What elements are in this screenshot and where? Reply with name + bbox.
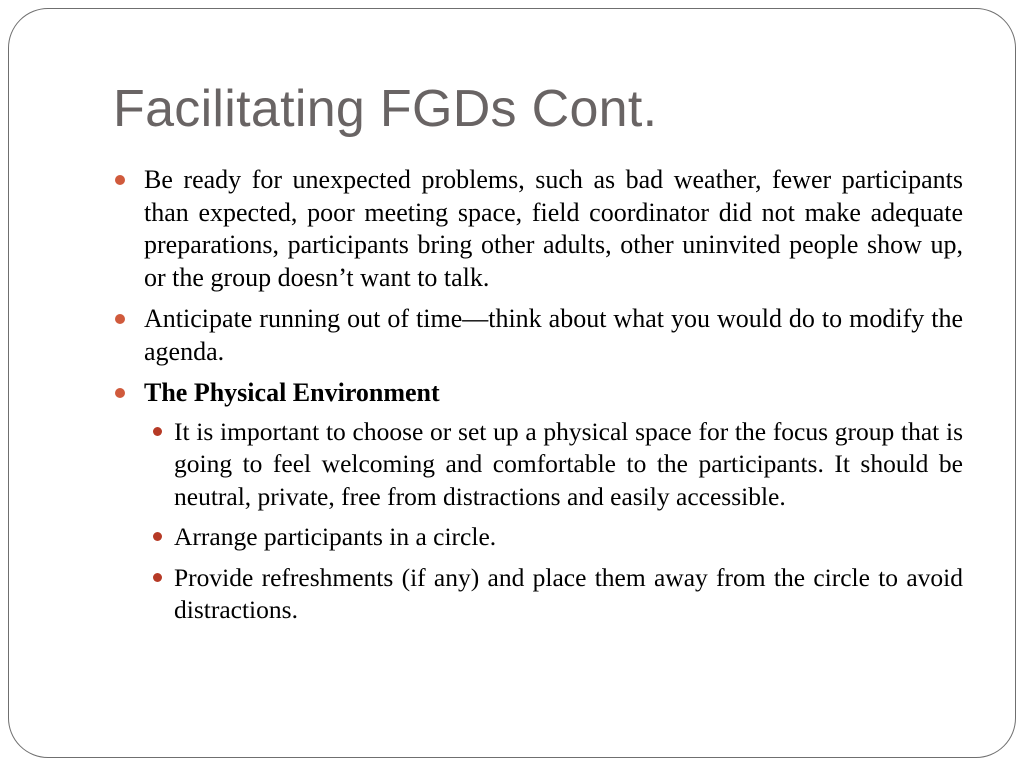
bullet-heading-text: The Physical Environment bbox=[144, 378, 440, 407]
sub-bullet-text: Arrange participants in a circle. bbox=[174, 522, 497, 551]
sub-bullet-item bbox=[144, 416, 963, 514]
bullet-item bbox=[113, 164, 963, 294]
sub-bullet-dot-icon bbox=[153, 427, 162, 436]
sub-bullet-dot-icon bbox=[153, 573, 162, 582]
bullet-list bbox=[113, 164, 963, 636]
slide-title: Facilitating FGDs Cont. bbox=[113, 80, 658, 138]
sub-bullet-dot-icon bbox=[153, 532, 162, 541]
bullet-text: Anticipate running out of time—think about what you would do to modify the agenda. bbox=[144, 304, 963, 366]
bullet-dot-icon bbox=[115, 175, 125, 185]
sub-bullet-text: Provide refreshments (if any) and place them away from the circle to avoid distractions. bbox=[174, 562, 963, 624]
bullet-item-heading bbox=[113, 377, 963, 627]
sub-bullet-item bbox=[144, 562, 963, 627]
sub-bullet-text: It is important to choose or set up a physical space for the focus group that is going to feel welcoming and comfortable to the participants. It should be neutral, private, free from distractions and easily accessible. bbox=[174, 416, 963, 511]
bullet-item bbox=[113, 303, 963, 368]
sub-bullet-list bbox=[144, 416, 963, 627]
bullet-text: Be ready for unexpected problems, such as bad weather, fewer participants than expected, poor meeting space, field coordinator did not make adequate preparations, participants bring other adults, other uninvited people show up, or the group doesn’t want to talk. bbox=[144, 165, 963, 292]
sub-bullet-item bbox=[144, 521, 963, 554]
bullet-dot-icon bbox=[115, 388, 125, 398]
bullet-dot-icon bbox=[115, 314, 125, 324]
